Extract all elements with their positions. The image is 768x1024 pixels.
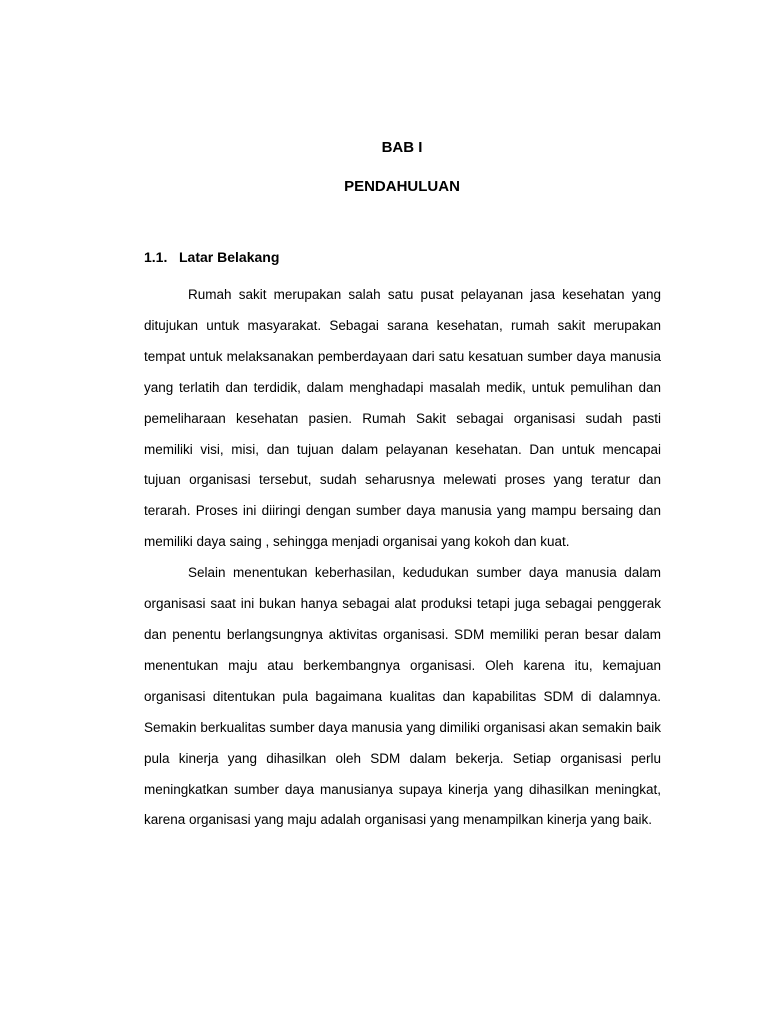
body-text [144, 280, 661, 836]
section-title: Latar Belakang [179, 249, 280, 265]
chapter-title: PENDAHULUAN [344, 178, 460, 195]
chapter-number: BAB I [381, 139, 423, 156]
section-number: 1.1. [144, 249, 168, 265]
paragraph-2: Selain menentukan keberhasilan, kedudukan sumber daya manusia dalam organisasi saat ini bukan hanya sebagai alat produksi tetapi juga sebagai penggerak dan penentu berlangsungnya aktivitas organisasi. SDM memiliki peran besar dalam menentukan maju atau berkembangnya organisasi. Oleh karena itu, kemajuan organisasi ditentukan pula bagaimana kualitas dan kapabilitas SDM di dalamnya. Semakin berkualitas sumber daya manusia yang dimiliki organisasi akan semakin baik pula kinerja yang dihasilkan oleh SDM dalam bekerja. Setiap organisasi perlu meningkatkan sumber daya manusianya supaya kinerja yang dihasilkan meningkat, karena organisasi yang maju adalah organisasi yang menampilkan kinerja yang baik. [144, 565, 661, 828]
section-heading [144, 249, 279, 266]
paragraph-1: Rumah sakit merupakan salah satu pusat pelayanan jasa kesehatan yang ditujukan untuk masyarakat. Sebagai sarana kesehatan, rumah sakit merupakan tempat untuk melaksanakan pemberdayaan dari satu kesatuan sumber daya manusia yang terlatih dan terdidik, dalam menghadapi masalah medik, untuk pemulihan dan pemeliharaan kesehatan pasien. Rumah Sakit sebagai organisasi sudah pasti memiliki visi, misi, dan tujuan dalam pelayanan kesehatan. Dan untuk mencapai tujuan organisasi tersebut, sudah seharusnya melewati proses yang teratur dan terarah. Proses ini diiringi dengan sumber daya manusia yang mampu bersaing dan memiliki daya saing , sehingga menjadi organisai yang kokoh dan kuat. [144, 287, 661, 550]
